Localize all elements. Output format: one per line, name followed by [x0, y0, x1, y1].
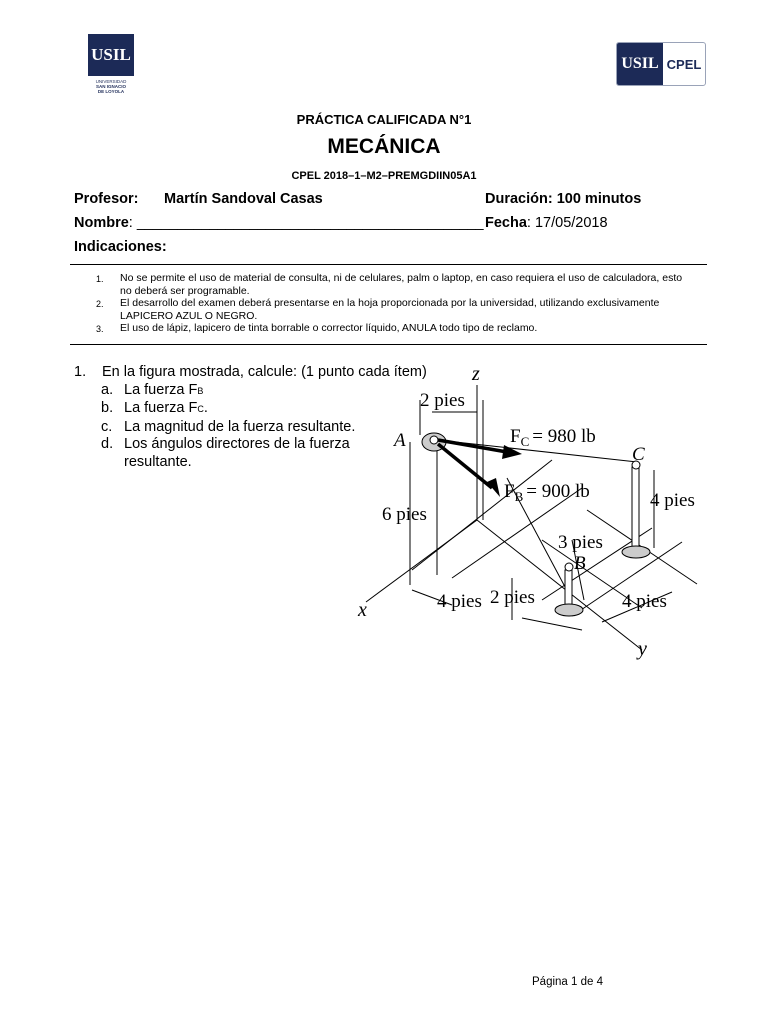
- dim-6pies: 6 pies: [382, 504, 427, 525]
- fecha-value: : 17/05/2018: [526, 215, 608, 231]
- dim-2pies-top: 2 pies: [420, 390, 465, 411]
- dim-4pies-right: 4 pies: [650, 490, 695, 511]
- profesor-label: Profesor:: [74, 191, 139, 207]
- fc-label: $F_C = 980$ lb: [510, 426, 596, 449]
- nombre-row: [74, 215, 484, 231]
- dim-3pies: 3 pies: [558, 532, 603, 553]
- list-item: 1. No se permite el uso de material de consulta, ni de celulares, palm o laptop, en caso requiera el uso de calculadora, esto no deberá ser programable.: [96, 272, 683, 297]
- force-diagram: [352, 360, 712, 660]
- usil-logo-left: [88, 34, 134, 94]
- divider-top: [70, 264, 707, 265]
- fecha-row: [485, 215, 608, 231]
- question-item-d: d. Los ángulos directores de la fuerza: [101, 436, 350, 452]
- fecha-label: Fecha: [485, 215, 527, 231]
- dim-2pies-bottom-line: [522, 618, 582, 630]
- fb-label: $F_B = 900$ lb: [504, 481, 590, 504]
- point-a: [430, 436, 438, 444]
- exam-code: CPEL 2018–1–M2–PREMGDIIN05A1: [291, 170, 477, 182]
- nombre-blank-line: : ___________________________________________: [128, 215, 484, 231]
- duracion: [485, 191, 641, 207]
- post-c-base: [622, 546, 650, 558]
- z-axis-label: z: [472, 363, 480, 385]
- fc-arrow-head: [502, 445, 522, 459]
- duracion-label: Duración:: [485, 191, 553, 207]
- question-item-a: a. La fuerza FB: [101, 381, 204, 398]
- page-number: Página 1 de 4: [532, 976, 603, 988]
- grid-line: [412, 460, 552, 570]
- post-b-base: [555, 604, 583, 616]
- x-axis-label: x: [358, 599, 367, 621]
- question-item-b: b. La fuerza FC.: [101, 400, 208, 416]
- label-a: A: [394, 430, 406, 451]
- label-c: C: [632, 444, 645, 465]
- point-b: [565, 563, 573, 571]
- question-item-c: c. La magnitud de la fuerza resultante.: [101, 418, 356, 435]
- cpel-logo: [616, 42, 706, 86]
- indicaciones-label: Indicaciones:: [74, 239, 167, 255]
- divider-bottom: [70, 344, 707, 345]
- usil-logo-caption: UNIVERSIDAD SAN IGNACIO DE LOYOLA: [95, 79, 127, 94]
- dim-4pies-bottom-left: 4 pies: [437, 591, 482, 612]
- label-b: B: [574, 553, 586, 574]
- list-item: 2. El desarrollo del examen deberá presentarse en la hoja proporcionada por la universidad, utilizando exclusivamente LAPICERO AZUL O NEGRO.: [96, 297, 660, 322]
- dim-2pies-bottom: 2 pies: [490, 587, 535, 608]
- exam-title-main: MECÁNICA: [327, 135, 441, 158]
- exam-title-small: PRÁCTICA CALIFICADA N°1: [296, 112, 472, 127]
- indicaciones-list: [96, 272, 696, 335]
- dim-4pies-bottom-right: 4 pies: [622, 591, 667, 612]
- profesor-value: Martín Sandoval Casas: [164, 191, 323, 207]
- usil-logo-mark: USIL: [88, 34, 134, 76]
- list-item: 3. El uso de lápiz, lapicero de tinta borrable o corrector líquido, ANULA todo tipo de reclamo.: [96, 322, 538, 334]
- y-axis-label: y: [638, 638, 647, 660]
- post-c: [632, 467, 639, 552]
- question-item-d-continuation: resultante.: [124, 453, 192, 470]
- cpel-logo-mark: USIL: [617, 43, 663, 85]
- nombre-label: Nombre: [74, 215, 129, 231]
- question-statement: 1. En la figura mostrada, calcule: (1 punto cada ítem): [74, 364, 427, 380]
- cpel-logo-text: CPEL: [666, 56, 702, 72]
- duracion-value: 100 minutos: [556, 191, 642, 207]
- fb-arrow-line: [438, 444, 492, 488]
